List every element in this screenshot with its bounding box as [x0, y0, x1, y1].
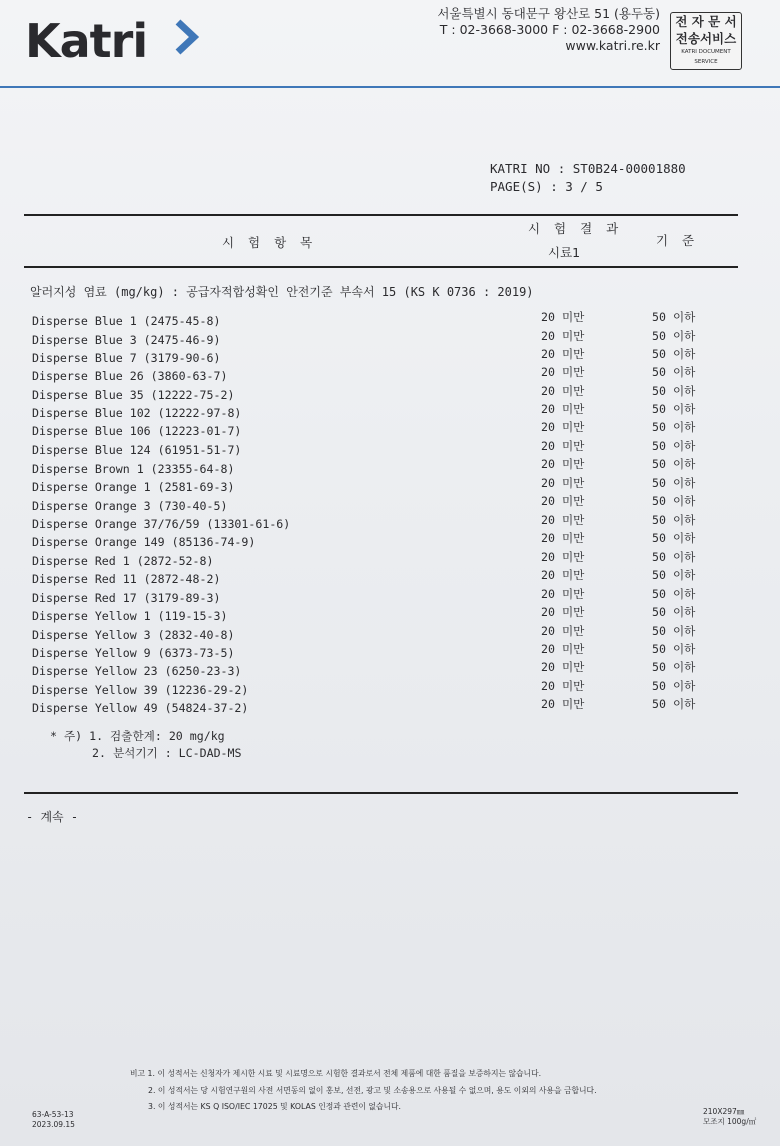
result-value: 20 미만 [541, 310, 585, 324]
result-value: 20 미만 [541, 384, 585, 398]
header-divider [0, 86, 780, 88]
result-value: 20 미만 [541, 660, 585, 674]
dye-name: Disperse Yellow 3 (2832-40-8) [32, 628, 235, 642]
result-value: 20 미만 [541, 550, 585, 564]
dye-name: Disperse Blue 102 (12222-97-8) [32, 406, 242, 420]
dye-name: Disperse Red 11 (2872-48-2) [32, 572, 221, 586]
report-meta [490, 160, 686, 196]
remark-3: 3. 이 성적서는 KS Q ISO/IEC 17025 및 KOLAS 인정과 관련이 없습니다. [148, 1102, 402, 1111]
result-value: 20 미만 [541, 476, 585, 490]
result-value: 20 미만 [541, 642, 585, 656]
dye-name: Disperse Blue 3 (2475-46-9) [32, 333, 221, 347]
standard-value: 50 이하 [652, 439, 696, 453]
dye-name: Disperse Blue 1 (2475-45-8) [32, 314, 221, 328]
result-value: 20 미만 [541, 624, 585, 638]
standard-value: 50 이하 [652, 697, 696, 711]
result-value: 20 미만 [541, 457, 585, 471]
standard-value: 50 이하 [652, 660, 696, 674]
dye-name: Disperse Yellow 9 (6373-73-5) [32, 646, 235, 660]
dye-name: Disperse Orange 3 (730-40-5) [32, 499, 228, 513]
standard-value: 50 이하 [652, 513, 696, 527]
table-bottom-rule [24, 792, 738, 794]
stamp-line: 전 자 문 서 [675, 14, 737, 29]
standard-value: 50 이하 [652, 365, 696, 379]
footer-remarks [130, 1066, 597, 1116]
remark-2: 2. 이 성적서는 당 시험연구원의 사전 서면동의 없이 홍보, 선전, 광고 및 소송용으로 사용될 수 없으며, 용도 이외의 사용을 금합니다. [148, 1085, 597, 1095]
result-value: 20 미만 [541, 420, 585, 434]
katri-logo: Katri [25, 14, 148, 68]
standard-value: 50 이하 [652, 550, 696, 564]
dye-name: Disperse Yellow 39 (12236-29-2) [32, 683, 249, 697]
result-value: 20 미만 [541, 568, 585, 582]
result-value: 20 미만 [541, 587, 585, 601]
dye-name: Disperse Blue 7 (3179-90-6) [32, 351, 221, 365]
note-detection-limit: * 주) 1. 검출한계: 20 mg/kg [50, 729, 225, 743]
address-block [405, 6, 660, 54]
form-number: 63-A-53-13 [32, 1110, 74, 1119]
standard-value: 50 이하 [652, 329, 696, 343]
result-value: 20 미만 [541, 329, 585, 343]
phone-fax-line: T : 02-3668-3000 F : 02-3668-2900 [439, 22, 660, 37]
table-header-rule [24, 266, 738, 268]
electronic-document-stamp [670, 12, 742, 70]
standard-value: 50 이하 [652, 384, 696, 398]
dye-name: Disperse Brown 1 (23355-64-8) [32, 462, 235, 476]
dye-name: Disperse Red 1 (2872-52-8) [32, 554, 214, 568]
address-line: 서울특별시 동대문구 왕산로 51 (용두동) [437, 6, 660, 21]
standard-value: 50 이하 [652, 310, 696, 324]
header-sample: 시료1 [548, 245, 581, 260]
standard-value: 50 이하 [652, 402, 696, 416]
result-value: 20 미만 [541, 347, 585, 361]
standard-value: 50 이하 [652, 476, 696, 490]
result-value: 20 미만 [541, 365, 585, 379]
result-value: 20 미만 [541, 697, 585, 711]
dye-name: Disperse Orange 1 (2581-69-3) [32, 480, 235, 494]
header-standard: 기 준 [656, 233, 700, 248]
table-top-rule [24, 214, 738, 216]
standard-value: 50 이하 [652, 587, 696, 601]
dye-name: Disperse Orange 149 (85136-74-9) [32, 535, 256, 549]
dye-name: Disperse Orange 37/76/59 (13301-61-6) [32, 517, 291, 531]
section-subtitle: 알러지성 염료 (mg/kg) : 공급자적합성확인 안전기준 부속서 15 (KS K 0736 : 2019) [30, 285, 534, 299]
katri-no: KATRI NO : ST0B24-00001880 [490, 161, 686, 176]
header-test-item: 시 험 항 목 [222, 235, 318, 250]
standard-value: 50 이하 [652, 494, 696, 508]
remark-1: 비고 1. 이 성적서는 신청자가 제시한 시료 및 시료명으로 시험한 결과로서 전체 제품에 대한 품질을 보증하지는 않습니다. [130, 1069, 542, 1078]
dye-name: Disperse Red 17 (3179-89-3) [32, 591, 221, 605]
chevron-right-icon [170, 14, 202, 60]
standard-value: 50 이하 [652, 679, 696, 693]
stamp-line: 전송서비스 [675, 31, 737, 46]
paper-size [703, 1107, 756, 1127]
paper-dimensions: 210X297㎜ [703, 1107, 745, 1116]
standard-value: 50 이하 [652, 420, 696, 434]
dye-name: Disperse Yellow 23 (6250-23-3) [32, 664, 242, 678]
result-value: 20 미만 [541, 531, 585, 545]
standard-value: 50 이하 [652, 457, 696, 471]
note-instrument: 2. 분석기기 : LC-DAD-MS [92, 746, 242, 760]
standard-value: 50 이하 [652, 531, 696, 545]
header-test-result: 시 험 결 과 [528, 221, 624, 236]
result-value: 20 미만 [541, 679, 585, 693]
standard-value: 50 이하 [652, 605, 696, 619]
result-value: 20 미만 [541, 605, 585, 619]
dye-name: Disperse Blue 26 (3860-63-7) [32, 369, 228, 383]
form-code [32, 1110, 75, 1130]
result-value: 20 미만 [541, 439, 585, 453]
result-value: 20 미만 [541, 402, 585, 416]
standard-value: 50 이하 [652, 568, 696, 582]
standard-value: 50 이하 [652, 347, 696, 361]
page-count: PAGE(S) : 3 / 5 [490, 179, 603, 194]
paper-type: 모조지 100g/㎡ [703, 1117, 757, 1126]
continued-marker: - 계속 - [26, 810, 79, 824]
result-value: 20 미만 [541, 494, 585, 508]
dye-name: Disperse Blue 35 (12222-75-2) [32, 388, 235, 402]
dye-name: Disperse Yellow 1 (119-15-3) [32, 609, 228, 623]
stamp-caption: KATRI DOCUMENT SERVICE [681, 49, 731, 65]
dye-name: Disperse Yellow 49 (54824-37-2) [32, 701, 249, 715]
result-value: 20 미만 [541, 513, 585, 527]
standard-value: 50 이하 [652, 642, 696, 656]
dye-name: Disperse Blue 106 (12223-01-7) [32, 424, 242, 438]
website-line: www.katri.re.kr [565, 38, 660, 53]
dye-name: Disperse Blue 124 (61951-51-7) [32, 443, 242, 457]
form-date: 2023.09.15 [32, 1120, 75, 1129]
standard-value: 50 이하 [652, 624, 696, 638]
